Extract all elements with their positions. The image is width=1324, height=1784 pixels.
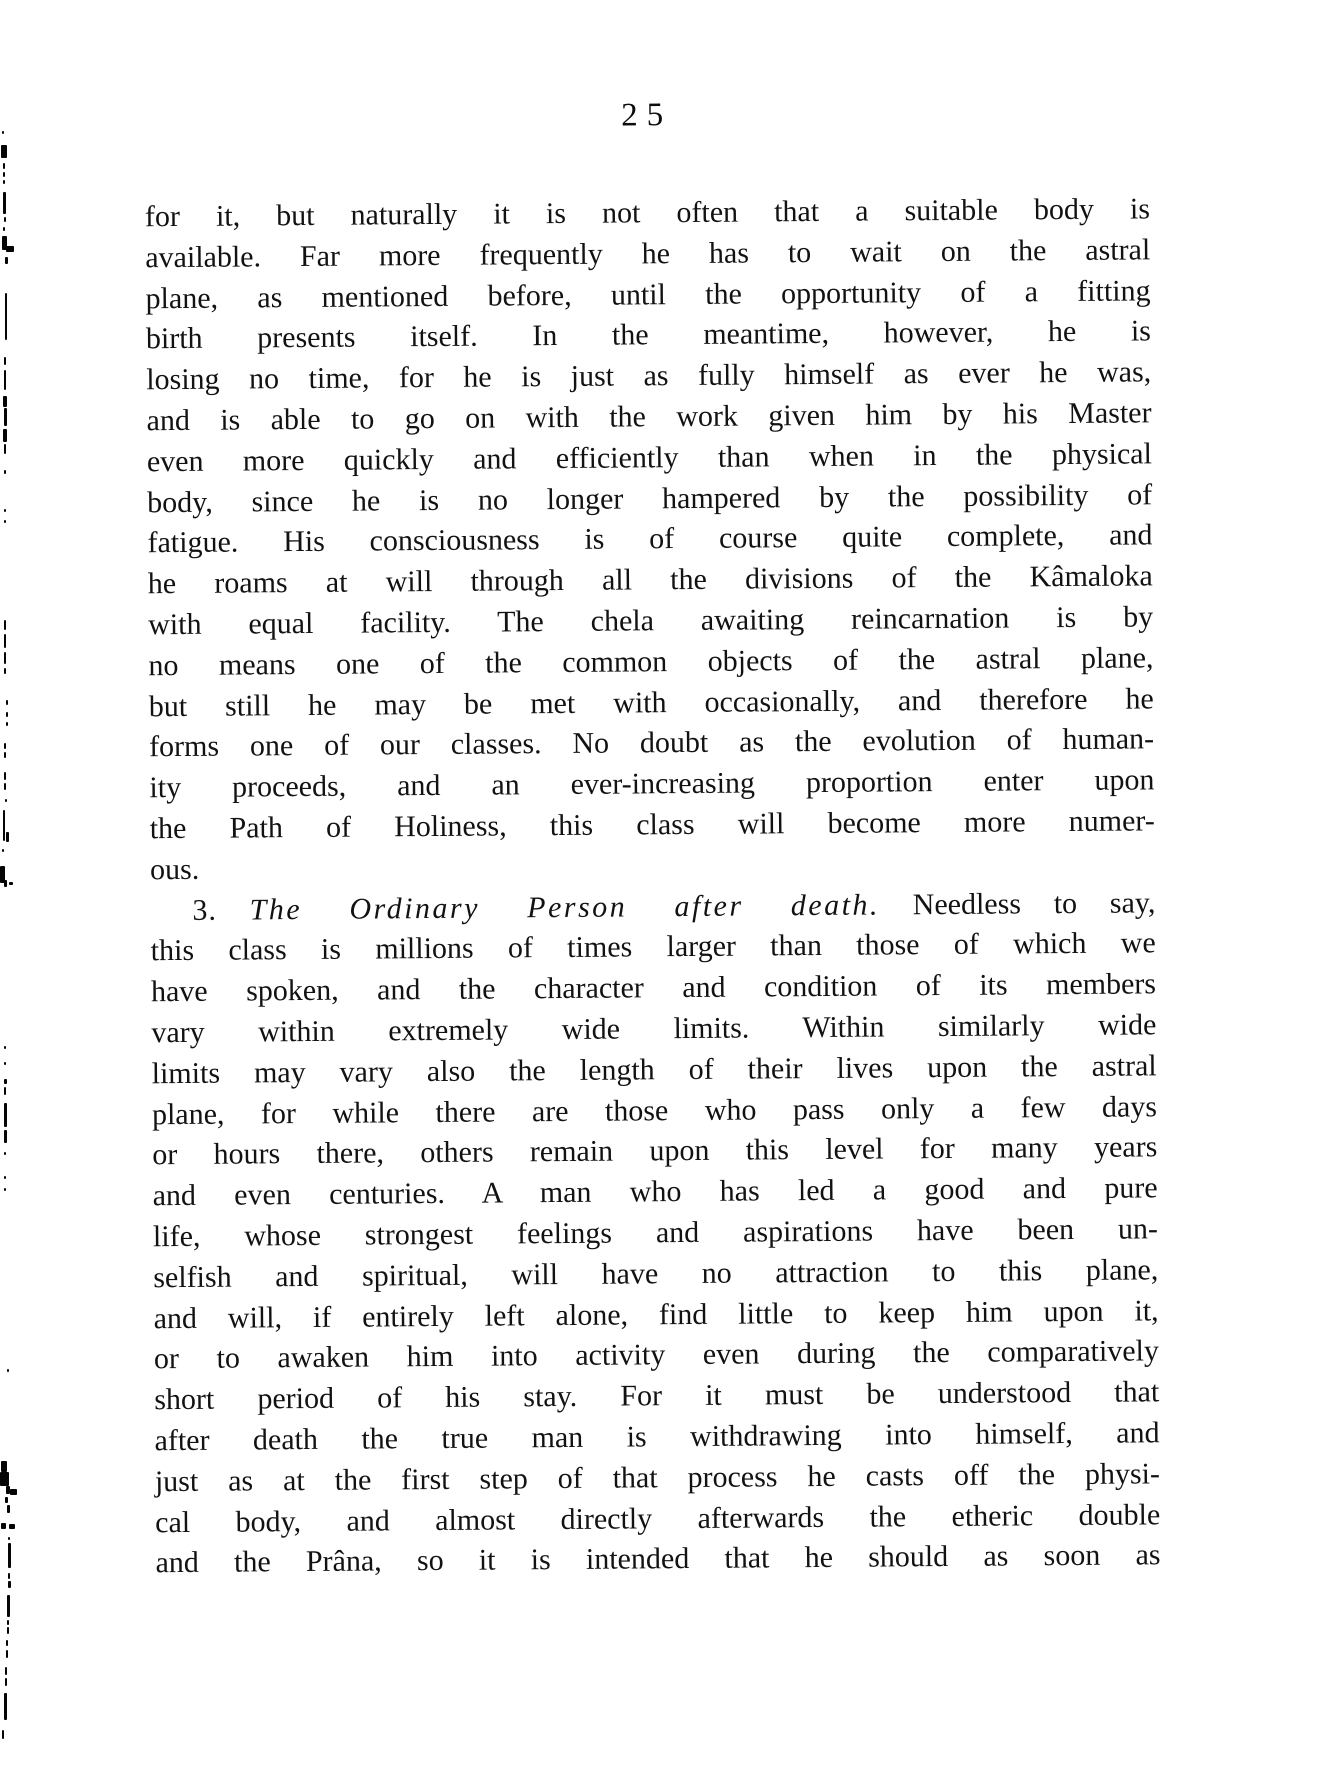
page-number: 25 [621, 97, 673, 134]
text-line: he roams at will through all the divisions of the Kâmaloka [147, 559, 1153, 601]
text-line: plane, for while there are those who pass only a few days [151, 1089, 1158, 1131]
text-line: life, whose strongest feelings and aspirations have been un- [152, 1212, 1159, 1254]
text-line: even more quickly and efficiently than when in the physical [146, 437, 1152, 479]
text-line: but still he may be met with occasionally, and therefore he [148, 681, 1154, 723]
body-text [145, 189, 1161, 1584]
text-line: cal body, and almost directly afterwards the etheric double [155, 1497, 1161, 1539]
section-title-italic: The Ordinary Person after death. [249, 888, 881, 926]
text-line: short period of his stay. For it must be understood that [154, 1375, 1160, 1417]
text-line: available. Far more frequently he has to wait on the astral [145, 233, 1151, 275]
text-line: have spoken, and the character and condition of its members [150, 967, 1157, 1009]
text-line: birth presents itself. In the meantime, however, he is [145, 314, 1152, 356]
text-line: after death the true man is withdrawing into himself, and [154, 1416, 1160, 1458]
text-line: or hours there, others remain upon this level for many years [152, 1130, 1158, 1172]
paragraph-section-3 [150, 883, 1160, 1584]
text-line: plane, as mentioned before, until the opportunity of a fitting [145, 273, 1151, 315]
text-line: just as at the first step of that process he casts off the physi- [154, 1457, 1160, 1498]
text-line: or to awaken him into activity even during the comparatively [153, 1334, 1160, 1376]
text-line: no means one of the common objects of the astral plane, [148, 641, 1154, 683]
text-line: fatigue. His consciousness is of course quite complete, and [147, 518, 1153, 560]
text-line: losing no time, for he is just as fully himself as ever he was, [146, 355, 1152, 397]
paragraph-continuation [145, 189, 1155, 890]
text-line: selfish and spiritual, will have no attraction to this plane, [153, 1253, 1159, 1294]
text-line: forms one of our classes. No doubt as the evolution of human- [148, 722, 1155, 764]
text-line: body, since he is no longer hampered by the possibility of [147, 477, 1153, 519]
text-line: this class is millions of times larger than those of which we [150, 926, 1156, 968]
text-line: limits may vary also the length of their lives upon the astral [151, 1049, 1157, 1090]
section-number: 3. [192, 893, 218, 927]
text-line: vary within extremely wide limits. Within similarly wide [151, 1008, 1157, 1050]
text-line: and even centuries. A man who has led a good and pure [152, 1171, 1158, 1213]
text-line: for it, but naturally it is not often that a suitable body is [144, 192, 1151, 234]
scan-artifact [2, 1730, 4, 1739]
text-line: the Path of Holiness, this class will become more numer- [149, 804, 1155, 846]
text-line: ous. [149, 852, 200, 886]
text-line: and is able to go on with the work given him by his Master [146, 396, 1152, 438]
text-line: ity proceeds, and an ever-increasing proportion enter upon [149, 763, 1155, 805]
text-line: and will, if entirely left alone, find little to keep him upon it, [153, 1293, 1159, 1335]
text-line: with equal facility. The chela awaiting reincarnation is by [148, 600, 1154, 642]
text-line: and the Prâna, so it is intended that he should as soon as [155, 1538, 1161, 1580]
section-heading-rest: Needless to say, [912, 885, 1156, 921]
